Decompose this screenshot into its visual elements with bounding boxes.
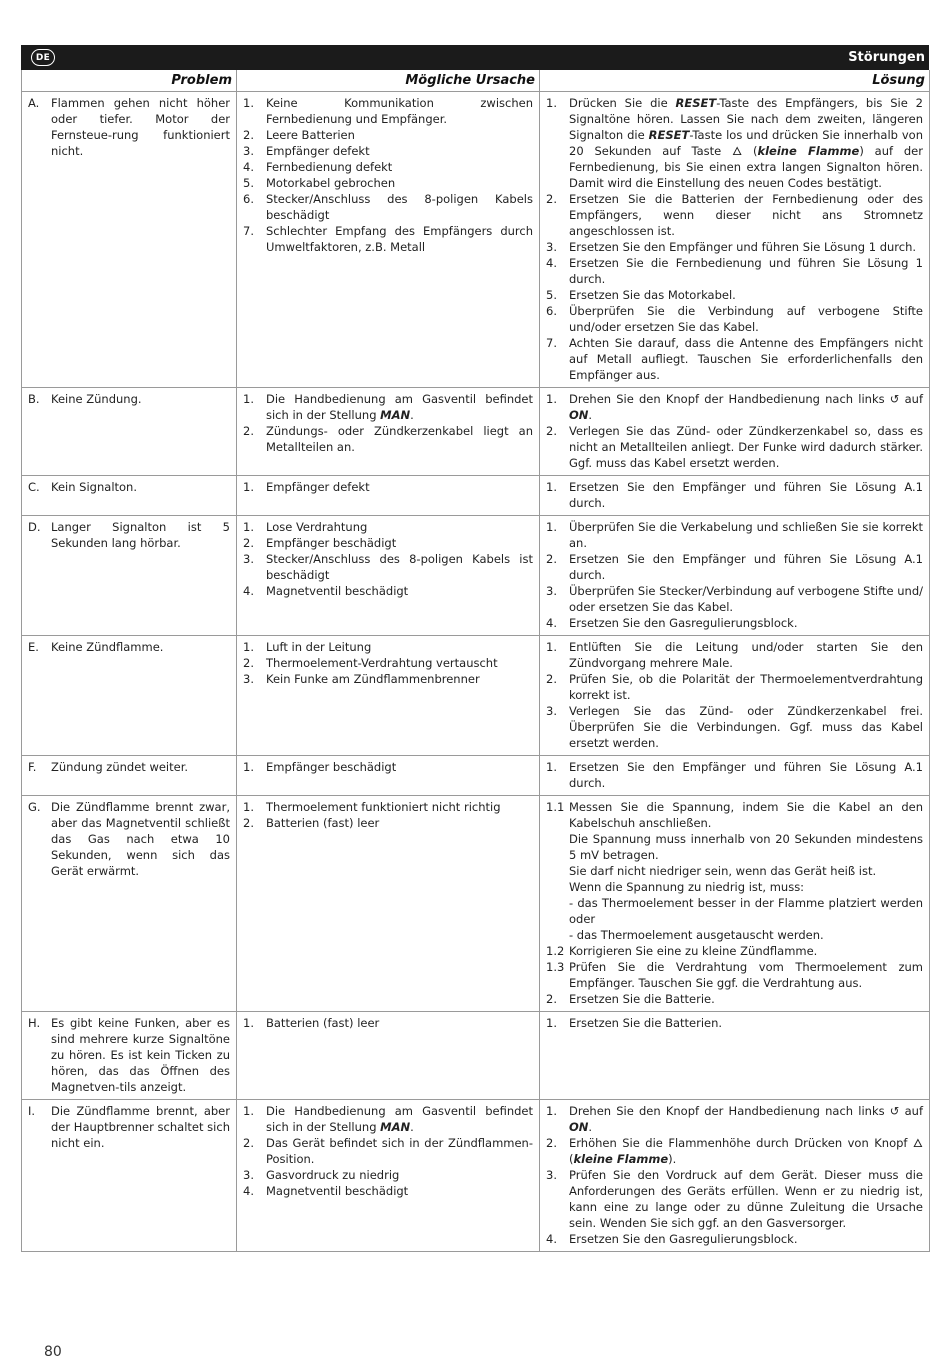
solution-cell <box>540 92 930 388</box>
row-letter: I. <box>28 1104 36 1118</box>
item-text: Ersetzen Sie den Empfänger und führen Sie Lösung A.1 durch. <box>569 552 923 582</box>
item-text: Stecker/Anschluss des 8-poligen Kabels beschädigt <box>266 192 533 222</box>
item-text: Luft in der Leitung <box>266 640 372 654</box>
list-item <box>243 1015 533 1031</box>
item-text: Ersetzen Sie den Gasregulierungsblock. <box>569 1232 798 1246</box>
item-text: Empfänger defekt <box>266 144 370 158</box>
item-text: Verlegen Sie das Zünd- oder Zündkerzenkabel so, dass es nicht an Metallteilen anliegt. Der Funke wird dadurch stärker. Ggf. muss das Kabel ersetzt werden. <box>569 424 923 470</box>
solution-cell <box>540 796 930 1012</box>
problem-cell <box>22 92 237 388</box>
header-cause: Mögliche Ursache <box>237 70 540 92</box>
item-number: 1. <box>546 1104 557 1118</box>
item-text: Empfänger beschädigt <box>266 760 397 774</box>
list-item <box>243 95 533 127</box>
problem-text: Flammen gehen nicht höher oder tiefer. Motor der Fernsteue-rung funktioniert nicht. <box>51 96 230 158</box>
troubleshooting-table <box>21 45 929 1252</box>
item-text: Korrigieren Sie eine zu kleine Zündflamme. <box>569 944 818 958</box>
language-badge: DE <box>31 49 55 66</box>
cause-cell <box>237 796 540 1012</box>
table-row <box>22 756 930 796</box>
item-number: 4. <box>243 1184 254 1198</box>
item-text: Lose Verdrahtung <box>266 520 368 534</box>
list-item <box>546 959 923 991</box>
item-number: 2. <box>243 656 254 670</box>
list-item <box>243 671 533 687</box>
item-number: 1.2 <box>546 944 565 958</box>
item-number: 2. <box>546 1136 557 1150</box>
item-text: Ersetzen Sie die Batterie. <box>569 992 715 1006</box>
list-item <box>243 1167 533 1183</box>
problem-cell <box>22 796 237 1012</box>
item-number: 1. <box>243 480 254 494</box>
solution-cell <box>540 1100 930 1252</box>
list-item <box>243 1135 533 1167</box>
item-text: Motorkabel gebrochen <box>266 176 396 190</box>
list-item <box>243 391 533 423</box>
item-number: 2. <box>243 424 254 438</box>
list-item <box>546 1103 923 1135</box>
header-solution: Lösung <box>540 70 930 92</box>
item-text: Ersetzen Sie den Empfänger und führen Sie Lösung A.1 durch. <box>569 480 923 510</box>
cause-cell <box>237 388 540 476</box>
item-number: 1. <box>546 520 557 534</box>
item-text: Magnetventil beschädigt <box>266 584 409 598</box>
item-text: Zündungs- oder Zündkerzenkabel liegt an Metallteilen an. <box>266 424 533 454</box>
item-text: Leere Batterien <box>266 128 355 142</box>
solution-cell <box>540 516 930 636</box>
item-text: Prüfen Sie den Vordruck auf dem Gerät. Dieser muss die Anforderungen des Geräts erfüllen. Wenn er zu niedrig ist, kann eine zu lange oder zu dünne Zuleitung die Ursache sein. Wenden Sie sich ggf. an den Gasversorger. <box>569 1168 923 1230</box>
cause-cell <box>237 476 540 516</box>
item-number: 2. <box>546 992 557 1006</box>
item-text: Ersetzen Sie den Empfänger und führen Sie Lösung 1 durch. <box>569 240 917 254</box>
item-number: 3. <box>546 584 557 598</box>
item-number: 1. <box>243 1016 254 1030</box>
item-number: 2. <box>546 192 557 206</box>
list-item <box>243 223 533 255</box>
table-body <box>22 92 930 1252</box>
section-header-bar <box>21 45 929 70</box>
item-text: Ersetzen Sie den Empfänger und führen Sie Lösung A.1 durch. <box>569 760 923 790</box>
list-item <box>546 479 923 511</box>
problem-cell <box>22 516 237 636</box>
item-text: Ersetzen Sie die Batterien der Fernbedienung oder des Empfängers, wenn dieser nicht ans Stromnetz angeschlossen ist. <box>569 192 923 238</box>
item-text: Drücken Sie die RESET-Taste des Empfängers, bis Sie 2 Signaltöne hören. Lassen Sie nach dem zweiten, längeren Signalton die RESET-Taste los und drücken Sie innerhalb von 20 Sekunden auf Taste 🜂 (kleine Flamme) auf der Fernbedienung, bis Sie einen extra langen Signalton hören. Damit wird die Einstellung des neuen Codes bestätigt. <box>569 96 924 190</box>
list-item <box>546 583 923 615</box>
table-row <box>22 388 930 476</box>
list-item <box>546 335 923 383</box>
problem-cell <box>22 1100 237 1252</box>
item-number: 1. <box>243 392 254 406</box>
list-item <box>546 391 923 423</box>
list-item <box>243 1103 533 1135</box>
list-item <box>546 703 923 751</box>
item-text: Stecker/Anschluss des 8-poligen Kabels ist beschädigt <box>266 552 533 582</box>
list-item <box>243 639 533 655</box>
item-number: 3. <box>243 144 254 158</box>
item-number: 2. <box>243 536 254 550</box>
list-item <box>546 1135 923 1167</box>
list-item <box>243 1183 533 1199</box>
list-item <box>243 815 533 831</box>
item-number: 3. <box>546 240 557 254</box>
list-item <box>546 423 923 471</box>
list-item <box>546 639 923 671</box>
problem-text: Die Zündflamme brennt, aber der Hauptbrenner schaltet sich nicht ein. <box>51 1104 230 1150</box>
item-text: Entlüften Sie die Leitung und/oder starten Sie den Zündvorgang mehrere Male. <box>569 640 923 670</box>
item-text: Ersetzen Sie das Motorkabel. <box>569 288 736 302</box>
cause-cell <box>237 756 540 796</box>
item-number: 3. <box>243 1168 254 1182</box>
item-text: Erhöhen Sie die Flammenhöhe durch Drücken von Knopf 🜂 (kleine Flamme). <box>569 1136 923 1166</box>
list-item <box>243 175 533 191</box>
item-text: Die Handbedienung am Gasventil befindet sich in der Stellung MAN. <box>266 1104 533 1134</box>
item-number: 7. <box>546 336 557 350</box>
problem-cell <box>22 636 237 756</box>
item-number: 4. <box>546 256 557 270</box>
list-item <box>546 239 923 255</box>
item-number: 3. <box>243 672 254 686</box>
item-text: Prüfen Sie, ob die Polarität der Thermoelementverdrahtung korrekt ist. <box>569 672 923 702</box>
item-text: Drehen Sie den Knopf der Handbedienung nach links ↺ auf ON. <box>569 392 923 422</box>
item-text: Überprüfen Sie die Verkabelung und schließen Sie sie korrekt an. <box>569 520 923 550</box>
item-number: 1. <box>243 640 254 654</box>
item-text: Empfänger beschädigt <box>266 536 397 550</box>
solution-cell <box>540 388 930 476</box>
list-item <box>243 759 533 775</box>
section-title: Störungen <box>848 50 925 65</box>
row-letter: E. <box>28 640 39 654</box>
list-item <box>243 159 533 175</box>
list-item <box>546 255 923 287</box>
item-text: Ersetzen Sie die Batterien. <box>569 1016 723 1030</box>
problem-text: Keine Zündflamme. <box>51 640 164 654</box>
problem-text: Die Zündflamme brennt zwar, aber das Magnetventil schließt das Gas nach etwa 10 Sekunden, wenn sich das Gerät erwärmt. <box>51 800 230 878</box>
list-item <box>546 551 923 583</box>
item-number: 1. <box>243 760 254 774</box>
row-letter: F. <box>28 760 37 774</box>
item-text: Überprüfen Sie die Verbindung auf verbogene Stifte und/oder ersetzen Sie das Kabel. <box>569 304 923 334</box>
faults-table <box>21 70 930 1252</box>
item-number: 2. <box>243 128 254 142</box>
list-item <box>546 1167 923 1231</box>
item-number: 7. <box>243 224 254 238</box>
item-text: Magnetventil beschädigt <box>266 1184 409 1198</box>
list-item <box>546 759 923 791</box>
item-number: 1. <box>243 800 254 814</box>
item-number: 2. <box>243 1136 254 1150</box>
item-number: 4. <box>243 584 254 598</box>
list-item <box>546 799 923 943</box>
item-text: Gasvordruck zu niedrig <box>266 1168 400 1182</box>
item-number: 1. <box>243 1104 254 1118</box>
item-text: Überprüfen Sie Stecker/Verbindung auf verbogene Stifte und/ oder ersetzen Sie das Kabel. <box>569 584 923 614</box>
item-text: Die Handbedienung am Gasventil befindet sich in der Stellung MAN. <box>266 392 533 422</box>
row-letter: C. <box>28 480 40 494</box>
item-text: Batterien (fast) leer <box>266 816 380 830</box>
list-item <box>243 551 533 583</box>
item-text: Thermoelement funktioniert nicht richtig <box>266 800 501 814</box>
item-number: 1. <box>546 640 557 654</box>
cause-cell <box>237 1100 540 1252</box>
table-row <box>22 796 930 1012</box>
item-text: Messen Sie die Spannung, indem Sie die Kabel an den Kabelschuh anschließen. Die Spannung muss innerhalb von 20 Sekunden mindestens 5 mV betragen. Sie darf nicht niedriger sein, wenn das Gerät heiß ist. Wenn die Spannung zu niedrig ist, muss: - das Thermoelement besser in der Flamme platziert werden oder - das Thermoelement ausgetauscht werden. <box>569 800 923 942</box>
list-item <box>243 423 533 455</box>
item-number: 1. <box>243 520 254 534</box>
item-number: 1.1 <box>546 800 565 814</box>
item-number: 1. <box>546 1016 557 1030</box>
row-letter: B. <box>28 392 40 406</box>
item-number: 2. <box>546 672 557 686</box>
row-letter: H. <box>28 1016 41 1030</box>
solution-cell <box>540 1012 930 1100</box>
item-number: 2. <box>546 552 557 566</box>
list-item <box>546 191 923 239</box>
item-text: Schlechter Empfang des Empfängers durch Umweltfaktoren, z.B. Metall <box>266 224 533 254</box>
list-item <box>546 1231 923 1247</box>
problem-cell <box>22 1012 237 1100</box>
item-number: 3. <box>546 1168 557 1182</box>
list-item <box>546 303 923 335</box>
list-item <box>546 1015 923 1031</box>
item-text: Empfänger defekt <box>266 480 370 494</box>
item-number: 1. <box>546 392 557 406</box>
table-row <box>22 1100 930 1252</box>
list-item <box>546 519 923 551</box>
item-text: Das Gerät befindet sich in der Zündflammen-Position. <box>266 1136 533 1166</box>
list-item <box>546 991 923 1007</box>
list-item <box>546 287 923 303</box>
list-item <box>243 191 533 223</box>
item-text: Verlegen Sie das Zünd- oder Zündkerzenkabel frei. Überprüfen Sie die Verbindungen. Ggf. muss das Kabel ersetzt werden. <box>569 704 923 750</box>
problem-text: Kein Signalton. <box>51 480 137 494</box>
problem-cell <box>22 388 237 476</box>
page-number: 80 <box>44 1344 62 1360</box>
item-number: 1. <box>243 96 254 110</box>
item-text: Fernbedienung defekt <box>266 160 393 174</box>
list-item <box>243 799 533 815</box>
item-number: 6. <box>243 192 254 206</box>
item-number: 3. <box>546 704 557 718</box>
item-text: Keine Kommunikation zwischen Fernbedienung und Empfänger. <box>266 96 533 126</box>
cause-cell <box>237 1012 540 1100</box>
problem-text: Es gibt keine Funken, aber es sind mehrere kurze Signaltöne zu hören. Es ist kein Ticken zu hören, das das Öffnen des Magnetven-tils anzeigt. <box>51 1016 230 1094</box>
row-letter: G. <box>28 800 41 814</box>
list-item <box>243 143 533 159</box>
item-number: 4. <box>243 160 254 174</box>
item-number: 1. <box>546 96 557 110</box>
list-item <box>243 127 533 143</box>
problem-text: Keine Zündung. <box>51 392 142 406</box>
item-number: 5. <box>243 176 254 190</box>
list-item <box>243 479 533 495</box>
list-item <box>243 583 533 599</box>
item-text: Ersetzen Sie den Gasregulierungsblock. <box>569 616 798 630</box>
problem-text: Langer Signalton ist 5 Sekunden lang hörbar. <box>51 520 230 550</box>
item-text: Thermoelement-Verdrahtung vertauscht <box>266 656 498 670</box>
list-item <box>546 943 923 959</box>
problem-cell <box>22 476 237 516</box>
table-header-row <box>22 70 930 92</box>
item-text: Kein Funke am Zündflammenbrenner <box>266 672 480 686</box>
problem-text: Zündung zündet weiter. <box>51 760 189 774</box>
cause-cell <box>237 92 540 388</box>
item-text: Ersetzen Sie die Fernbedienung und führen Sie Lösung 1 durch. <box>569 256 923 286</box>
table-row <box>22 516 930 636</box>
table-row <box>22 636 930 756</box>
list-item <box>546 671 923 703</box>
item-text: Batterien (fast) leer <box>266 1016 380 1030</box>
list-item <box>243 535 533 551</box>
item-number: 2. <box>546 424 557 438</box>
item-number: 6. <box>546 304 557 318</box>
item-text: Drehen Sie den Knopf der Handbedienung nach links ↺ auf ON. <box>569 1104 923 1134</box>
item-number: 5. <box>546 288 557 302</box>
item-text: Achten Sie darauf, dass die Antenne des Empfängers nicht auf Metall aufliegt. Tauschen Sie erforderlichenfalls den Empfänger aus. <box>569 336 923 382</box>
item-number: 1.3 <box>546 960 565 974</box>
item-number: 1. <box>546 480 557 494</box>
row-letter: A. <box>28 96 40 110</box>
list-item <box>546 615 923 631</box>
item-number: 4. <box>546 1232 557 1246</box>
solution-cell <box>540 476 930 516</box>
table-row <box>22 92 930 388</box>
cause-cell <box>237 516 540 636</box>
problem-cell <box>22 756 237 796</box>
item-number: 2. <box>243 816 254 830</box>
header-problem: Problem <box>22 70 237 92</box>
cause-cell <box>237 636 540 756</box>
table-row <box>22 1012 930 1100</box>
table-row <box>22 476 930 516</box>
row-letter: D. <box>28 520 41 534</box>
item-number: 1. <box>546 760 557 774</box>
item-number: 3. <box>243 552 254 566</box>
solution-cell <box>540 636 930 756</box>
list-item <box>243 655 533 671</box>
solution-cell <box>540 756 930 796</box>
item-text: Prüfen Sie die Verdrahtung vom Thermoelement zum Empfänger. Tauschen Sie ggf. die Verdrahtung aus. <box>569 960 923 990</box>
list-item <box>546 95 923 191</box>
list-item <box>243 519 533 535</box>
item-number: 4. <box>546 616 557 630</box>
